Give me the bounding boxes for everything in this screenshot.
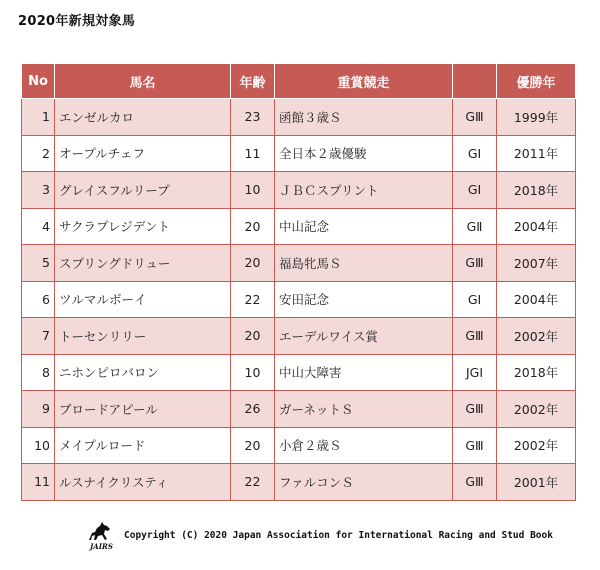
table-row — [22, 318, 576, 355]
table-body — [22, 99, 576, 501]
cell-no: 3 — [22, 172, 55, 209]
cell-race: 安田記念 — [275, 281, 453, 318]
cell-no: 7 — [22, 318, 55, 355]
cell-win-year: 2004年 — [497, 208, 576, 245]
cell-grade: GⅠ — [453, 281, 497, 318]
cell-age: 20 — [231, 318, 275, 355]
cell-grade: GⅢ — [453, 391, 497, 428]
cell-race: 全日本２歳優駿 — [275, 135, 453, 172]
table-row — [22, 427, 576, 464]
cell-horse-name: エンゼルカロ — [55, 99, 231, 136]
cell-age: 20 — [231, 245, 275, 282]
table-row — [22, 281, 576, 318]
cell-age: 22 — [231, 281, 275, 318]
cell-no: 2 — [22, 135, 55, 172]
cell-win-year: 2007年 — [497, 245, 576, 282]
cell-grade: GⅠ — [453, 135, 497, 172]
cell-horse-name: サクラプレジデント — [55, 208, 231, 245]
cell-race: 小倉２歳Ｓ — [275, 427, 453, 464]
footer — [86, 520, 553, 550]
cell-grade: GⅢ — [453, 245, 497, 282]
cell-horse-name: ツルマルボーイ — [55, 281, 231, 318]
cell-race: ＪＢＣスプリント — [275, 172, 453, 209]
table-row — [22, 172, 576, 209]
cell-win-year: 2018年 — [497, 172, 576, 209]
cell-grade: GⅢ — [453, 427, 497, 464]
cell-horse-name: スプリングドリュー — [55, 245, 231, 282]
cell-age: 23 — [231, 99, 275, 136]
cell-no: 9 — [22, 391, 55, 428]
cell-age: 22 — [231, 464, 275, 501]
horse-icon — [86, 520, 116, 544]
cell-horse-name: オープルチェフ — [55, 135, 231, 172]
table-row — [22, 208, 576, 245]
cell-age: 20 — [231, 427, 275, 464]
cell-grade: GⅡ — [453, 208, 497, 245]
header-horse-name: 馬名 — [55, 64, 231, 99]
cell-race: 福島牝馬Ｓ — [275, 245, 453, 282]
cell-race: ファルコンＳ — [275, 464, 453, 501]
table-header-row — [22, 64, 576, 99]
cell-no: 1 — [22, 99, 55, 136]
jairs-logo — [86, 520, 120, 550]
table-row — [22, 245, 576, 282]
table-row — [22, 464, 576, 501]
cell-race: ガーネットＳ — [275, 391, 453, 428]
header-age: 年齢 — [231, 64, 275, 99]
cell-race: エーデルワイス賞 — [275, 318, 453, 355]
table-row — [22, 391, 576, 428]
cell-horse-name: ルスナイクリスティ — [55, 464, 231, 501]
horse-table — [21, 63, 576, 501]
cell-grade: GⅢ — [453, 99, 497, 136]
cell-grade: JGⅠ — [453, 354, 497, 391]
cell-win-year: 2018年 — [497, 354, 576, 391]
cell-no: 4 — [22, 208, 55, 245]
cell-horse-name: グレイスフルリープ — [55, 172, 231, 209]
cell-grade: GⅢ — [453, 464, 497, 501]
table-row — [22, 135, 576, 172]
cell-horse-name: メイプルロード — [55, 427, 231, 464]
cell-grade: GⅢ — [453, 318, 497, 355]
cell-race: 函館３歳Ｓ — [275, 99, 453, 136]
cell-horse-name: ブロードアピール — [55, 391, 231, 428]
cell-no: 8 — [22, 354, 55, 391]
cell-age: 10 — [231, 172, 275, 209]
cell-win-year: 2002年 — [497, 318, 576, 355]
cell-age: 10 — [231, 354, 275, 391]
cell-no: 11 — [22, 464, 55, 501]
logo-text: JAIRS — [90, 542, 113, 551]
cell-grade: GⅠ — [453, 172, 497, 209]
cell-win-year: 1999年 — [497, 99, 576, 136]
page-title: 2020年新規対象馬 — [18, 14, 136, 29]
header-no: No — [22, 64, 55, 99]
cell-race: 中山記念 — [275, 208, 453, 245]
cell-no: 10 — [22, 427, 55, 464]
cell-win-year: 2004年 — [497, 281, 576, 318]
cell-win-year: 2002年 — [497, 391, 576, 428]
cell-race: 中山大障害 — [275, 354, 453, 391]
cell-horse-name: ニホンピロバロン — [55, 354, 231, 391]
cell-win-year: 2011年 — [497, 135, 576, 172]
cell-no: 6 — [22, 281, 55, 318]
table-row — [22, 99, 576, 136]
cell-win-year: 2002年 — [497, 427, 576, 464]
header-race: 重賞競走 — [275, 64, 453, 99]
copyright-text: Copyright (C) 2020 Japan Association for International Racing and Stud Book — [124, 529, 553, 541]
cell-win-year: 2001年 — [497, 464, 576, 501]
header-win-year: 優勝年 — [497, 64, 576, 99]
cell-age: 26 — [231, 391, 275, 428]
cell-horse-name: トーセンリリー — [55, 318, 231, 355]
header-grade — [453, 64, 497, 99]
table-row — [22, 354, 576, 391]
cell-age: 20 — [231, 208, 275, 245]
cell-no: 5 — [22, 245, 55, 282]
cell-age: 11 — [231, 135, 275, 172]
